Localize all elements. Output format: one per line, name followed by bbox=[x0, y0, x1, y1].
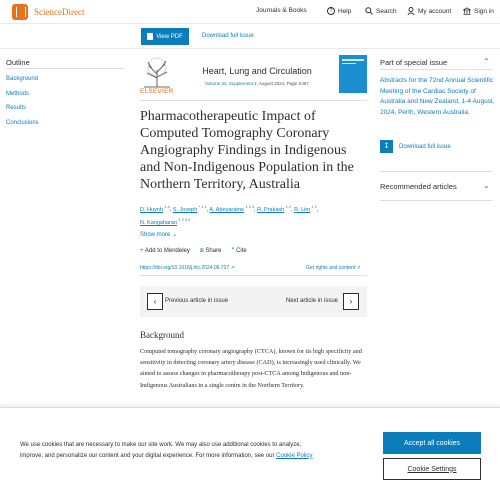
author-affiliation[interactable]: * 1 4 bbox=[198, 205, 207, 209]
chevron-right-icon: › bbox=[349, 297, 353, 306]
accept-all-cookies-button[interactable]: Accept all cookies bbox=[383, 432, 481, 454]
section-heading-background: Background bbox=[140, 330, 184, 340]
view-pdf-button[interactable] bbox=[141, 28, 189, 45]
cookie-body: We use cookies that are necessary to make our site work. We may also use additional cookies to analyze, improve, and personalize our content and your digital experience. For more information, see our bbox=[20, 442, 302, 459]
cookie-policy-link[interactable]: Cookie Policy bbox=[276, 452, 313, 459]
article-navigation bbox=[140, 286, 367, 317]
cookie-banner bbox=[0, 407, 500, 500]
next-article-label[interactable]: Next article in issue bbox=[286, 298, 339, 304]
journal-volume bbox=[174, 81, 340, 86]
special-issue-link[interactable]: Abstracts for the 72nd Annual Scientific Meeting of the Cardiac Society of Australia and New Zealand, 1-4 August, 2024, Perth, Western Australia. bbox=[380, 77, 495, 116]
show-more-label: Show more bbox=[140, 232, 171, 238]
outline-title: Outline bbox=[6, 58, 30, 67]
article-title: Pharmacotherapeutic Impact of Computed Tomography Coronary Angiography Findings in Indigenous and Non-Indigenous Population in the Northern Territory, Australia bbox=[140, 109, 354, 192]
journal-cover-image[interactable] bbox=[339, 55, 367, 93]
chevron-down-icon[interactable]: ⌄ bbox=[483, 181, 490, 190]
show-more-button[interactable] bbox=[140, 231, 177, 238]
nav-search[interactable] bbox=[365, 7, 397, 15]
header-divider bbox=[140, 100, 367, 101]
previous-article-label[interactable]: Previous article in issue bbox=[165, 298, 229, 304]
pdf-icon bbox=[147, 33, 153, 40]
author-link[interactable]: S. Joseph bbox=[172, 206, 198, 213]
nav-my-account-label: My account bbox=[418, 7, 452, 15]
author-list: D. Huynh $^{1 4}$, S. Joseph $^{* 1 4}$, A. Abeyaratne $^{1 3 4}$, R. Prakash $^{1 2}$, R. Lim $^{1 2}$, N. Kangaharan $^{1 2 3 4}$ bbox=[140, 205, 319, 226]
share-button[interactable] bbox=[200, 248, 222, 255]
special-issue-heading[interactable]: Part of special issue bbox=[380, 58, 448, 67]
previous-article-button[interactable] bbox=[147, 293, 163, 310]
chevron-down-icon: ⌄ bbox=[172, 232, 178, 238]
elsevier-wordmark: ELSEVIER bbox=[140, 88, 174, 95]
logo-text: ScienceDirect bbox=[34, 7, 85, 17]
doi-text: https://doi.org/10.1016/j.hlc.2024.06.737 bbox=[140, 265, 230, 271]
doi-link[interactable] bbox=[140, 265, 235, 271]
nav-help-label: Help bbox=[338, 7, 352, 15]
cite-label: Cite bbox=[236, 248, 247, 254]
next-article-button[interactable] bbox=[343, 293, 359, 310]
plus-icon: + bbox=[140, 248, 144, 254]
chevron-left-icon: ‹ bbox=[153, 297, 157, 306]
nav-search-label: Search bbox=[376, 7, 397, 15]
download-issue-button[interactable] bbox=[380, 140, 451, 153]
cover-stripe bbox=[342, 59, 364, 61]
rights-text: Get rights and content bbox=[306, 265, 356, 271]
journal-volume-link[interactable]: Volume 33, Supplement 4 bbox=[205, 81, 257, 86]
share-label: Share bbox=[205, 248, 222, 254]
author-affiliation[interactable]: 1 4 bbox=[164, 205, 170, 209]
nav-help[interactable] bbox=[327, 7, 351, 15]
share-icon: ⧈ bbox=[199, 248, 204, 254]
rights-link[interactable] bbox=[306, 265, 361, 271]
institution-icon bbox=[463, 7, 471, 15]
outline-item-background[interactable]: Background bbox=[6, 76, 39, 82]
abstract-paragraph: Computed tomography coronary angiography (CTCA), known for its high specificity and sensitivity in detecting coronary artery disease (CAD), is increasingly used clinically. We aimed to assess changes in pharmacotherapy post-CTCA among Indigenous and non-Indigenous Australians in a single centre in the Northern Territory. bbox=[140, 348, 362, 389]
sciencedirect-logo-icon bbox=[12, 4, 28, 20]
outline-panel bbox=[6, 58, 39, 134]
quote-icon: ” bbox=[231, 248, 235, 254]
nav-journals-books[interactable] bbox=[256, 7, 307, 14]
author-affiliation[interactable]: 1 2 bbox=[285, 205, 292, 209]
recommended-articles-heading[interactable]: Recommended articles bbox=[380, 182, 457, 191]
chevron-up-icon[interactable]: ⌃ bbox=[483, 57, 490, 66]
help-icon: ? bbox=[327, 7, 335, 15]
external-link-icon: ↗ bbox=[230, 265, 235, 271]
nav-sign-in-label: Sign in bbox=[474, 7, 494, 15]
author-link[interactable]: R. Lim bbox=[294, 206, 310, 213]
journal-volume-details: , August 2024, Page S467 bbox=[256, 81, 309, 86]
journal-title[interactable]: Heart, Lung and Circulation bbox=[202, 66, 312, 76]
nav-journals-books-label: Journals & Books bbox=[256, 7, 307, 14]
author-link[interactable]: N. Kangaharan bbox=[140, 219, 177, 226]
outline-item-conclusions[interactable]: Conclusions bbox=[6, 119, 39, 126]
action-bar bbox=[0, 24, 500, 49]
cite-button[interactable] bbox=[231, 248, 246, 255]
author-affiliation[interactable]: 1 2 3 4 bbox=[178, 217, 191, 222]
external-link-icon: ↗ bbox=[356, 265, 361, 271]
outline-item-results[interactable]: Results bbox=[6, 105, 27, 111]
user-icon bbox=[407, 7, 415, 15]
view-pdf-label: View PDF bbox=[156, 33, 183, 40]
article-tools bbox=[140, 248, 247, 255]
search-icon bbox=[365, 7, 373, 15]
outline-item-methods[interactable]: Methods bbox=[6, 90, 30, 97]
panel-divider bbox=[380, 200, 493, 201]
panel-divider bbox=[380, 171, 493, 172]
author-affiliation[interactable]: 1 3 4 bbox=[245, 205, 254, 209]
cover-stripe bbox=[342, 63, 356, 64]
tools-divider bbox=[140, 275, 367, 276]
download-issue-label: Download full issue bbox=[399, 143, 451, 150]
nav-sign-in[interactable] bbox=[463, 7, 494, 15]
top-header bbox=[0, 0, 500, 24]
cookie-notice-text bbox=[20, 440, 320, 461]
cookie-settings-button[interactable]: Cookie Settings bbox=[383, 458, 481, 480]
download-icon: ↧ bbox=[380, 140, 393, 153]
author-link[interactable]: D. Huynh bbox=[140, 206, 163, 213]
nav-my-account[interactable] bbox=[407, 7, 451, 15]
download-full-issue-link[interactable]: Download full issue bbox=[202, 33, 254, 39]
special-issue-divider bbox=[380, 69, 493, 70]
author-affiliation[interactable]: 1 2 bbox=[311, 205, 317, 209]
author-link[interactable]: R. Prakash bbox=[257, 206, 285, 213]
add-to-mendeley-button[interactable] bbox=[140, 248, 190, 255]
mendeley-label: Add to Mendeley bbox=[144, 248, 190, 254]
sciencedirect-logo[interactable] bbox=[12, 4, 84, 20]
author-link[interactable]: A. Abeyaratne bbox=[209, 206, 244, 213]
